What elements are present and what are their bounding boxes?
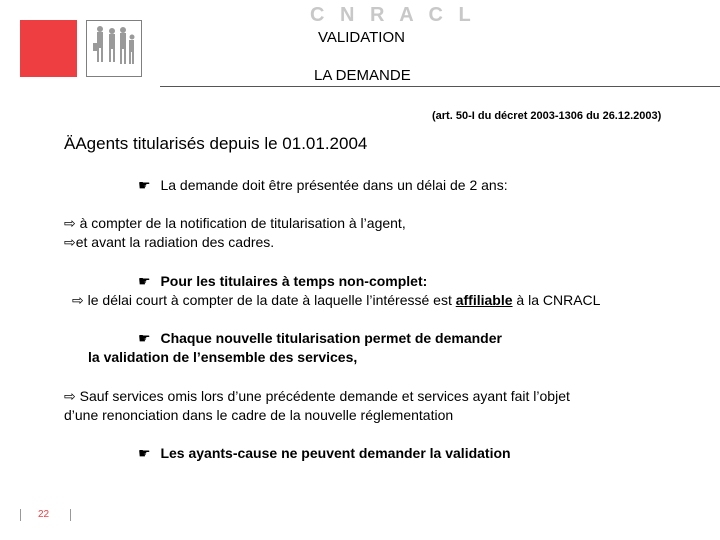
point-part-time-text: Pour les titulaires à temps non-complet: [160,273,428,289]
brand-title: C N R A C L [310,4,476,26]
point-delay-sub1 [64,215,406,232]
subsection-title: LA DEMANDE [314,67,411,84]
arrow-right-icon: ⇨ [64,388,76,404]
point-delay-text: La demande doit être présentée dans un délai de 2 ans: [160,177,508,193]
pointing-hand-icon: ☛ [138,177,151,193]
point-exceptions-line1: Sauf services omis lors d’une précédente demande et services ayant fait l’objet [75,388,570,404]
point-exceptions-line2: d’une renonciation dans le cadre de la nouvelle réglementation [64,407,454,423]
affiliable-term: affiliable [455,292,513,308]
point-part-time-sub-text: le délai court à compter de la date à laquelle l’intéressé est [83,292,456,308]
arrow-right-icon: ⇨ [64,215,76,231]
point-delay-sub2-text: et avant la radiation des cadres. [75,234,275,250]
point-part-time [138,273,427,290]
point-part-time-sub-end: à la CNRACL [512,292,601,308]
page-number: 22 [38,509,50,520]
people-logo-icon [86,20,142,77]
point-new-titularisation-line1: Chaque nouvelle titularisation permet de demander [160,330,502,346]
red-logo-square [20,20,77,77]
point-exceptions [64,388,570,405]
legal-reference: (art. 50-I du décret 2003-1306 du 26.12.2003) [432,110,662,122]
point-new-titularisation [138,330,502,347]
point-part-time-sub [72,292,600,309]
pointing-hand-icon: ☛ [138,273,151,289]
footer-divider-right [70,509,71,521]
footer-divider-left [20,509,21,521]
section-title: VALIDATION [318,29,405,46]
pointing-hand-icon: ☛ [138,330,151,346]
header-divider [160,86,720,87]
pointing-hand-icon: ☛ [138,445,151,461]
arrow-right-icon: ⇨ [64,234,76,250]
point-successors [138,445,511,462]
point-delay [138,177,508,194]
point-delay-sub2 [64,234,274,251]
arrow-icon: Ä [64,134,76,153]
arrow-right-icon: ⇨ [72,292,84,308]
point-new-titularisation-line2: la validation de l’ensemble des services, [88,349,358,365]
point-delay-sub1-text: à compter de la notification de titularisation à l’agent, [75,215,406,231]
main-heading-text: Agents titularisés depuis le 01.01.2004 [75,134,368,153]
main-heading [64,134,367,154]
point-successors-text: Les ayants-cause ne peuvent demander la validation [160,445,511,461]
